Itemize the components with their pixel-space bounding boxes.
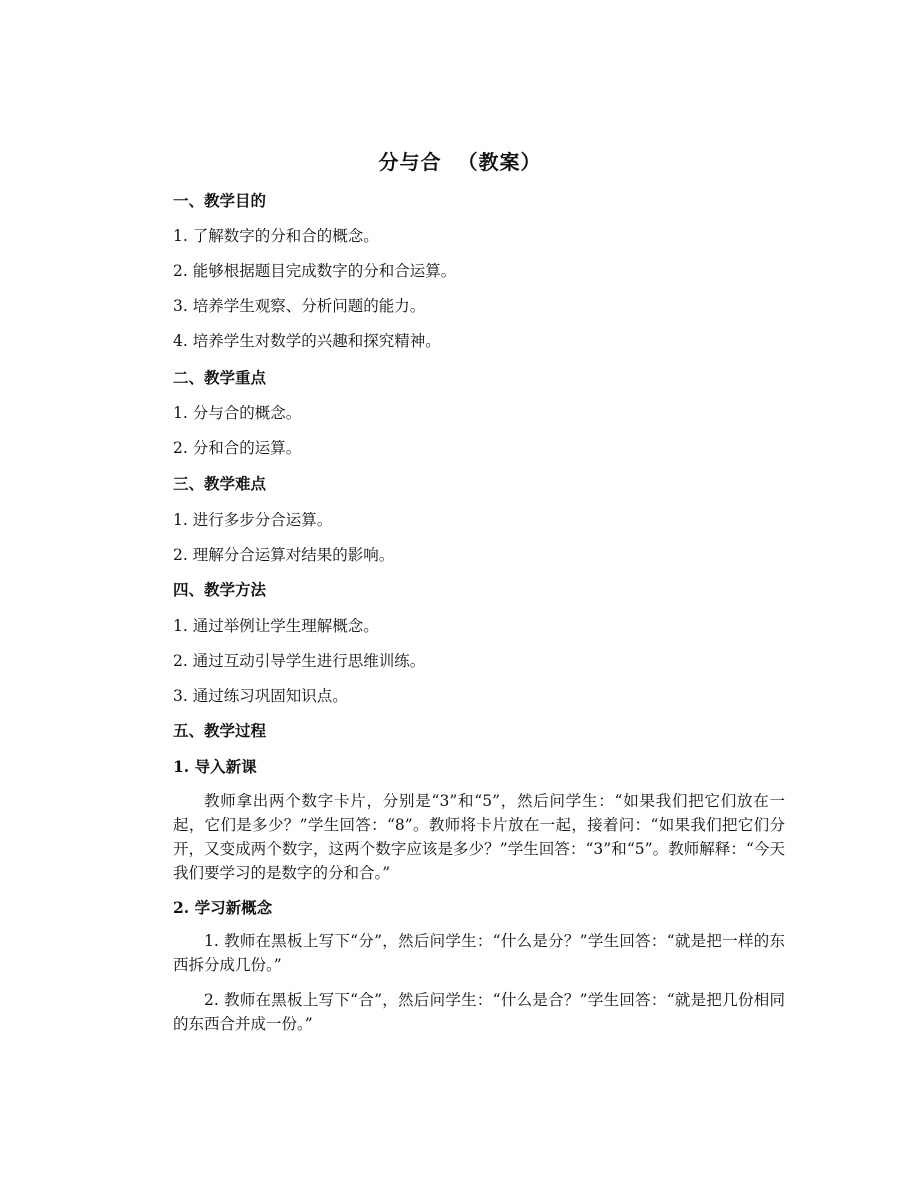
list-item: 2. 理解分合运算对结果的影响。 (173, 546, 395, 564)
document-title: 分与合 （教案） (378, 150, 542, 174)
list-item: 1. 进行多步分合运算。 (173, 511, 333, 529)
list-item: 4. 培养学生对数学的兴趣和探究精神。 (173, 332, 441, 350)
list-item: 1. 了解数字的分和合的概念。 (173, 227, 379, 245)
list-item: 3. 培养学生观察、分析问题的能力。 (173, 297, 426, 315)
paragraph-combine: 2. 教师在黑板上写下“合”，然后问学生：“什么是合？”学生回答：“就是把几份相同的东西合并成一份。” (173, 991, 785, 1033)
paragraph-divide: 1. 教师在黑板上写下“分”，然后问学生：“什么是分？”学生回答：“就是把一样的东西拆分成几份。” (173, 932, 785, 974)
section-heading-objectives: 一、教学目的 (173, 191, 267, 210)
list-item: 3. 通过练习巩固知识点。 (173, 687, 348, 705)
list-item: 2. 通过互动引导学生进行思维训练。 (173, 652, 426, 670)
subsection-heading-intro: 1. 导入新课 (173, 757, 257, 776)
list-item: 2. 分和合的运算。 (173, 439, 302, 457)
section-heading-process: 五、教学过程 (173, 721, 267, 740)
list-item: 2. 能够根据题目完成数字的分和合运算。 (173, 262, 457, 280)
list-item: 1. 分与合的概念。 (173, 404, 302, 422)
section-heading-methods: 四、教学方法 (173, 580, 267, 599)
section-heading-difficulties: 三、教学难点 (173, 474, 267, 493)
subsection-heading-new-concept: 2. 学习新概念 (173, 898, 273, 917)
section-heading-key-points: 二、教学重点 (173, 368, 267, 387)
list-item: 1. 通过举例让学生理解概念。 (173, 617, 379, 635)
paragraph-intro: 教师拿出两个数字卡片，分别是“3”和“5”，然后问学生：“如果我们把它们放在一起，它们是多少？”学生回答：“8”。教师将卡片放在一起，接着问：“如果我们把它们分开，又变成两个数字，这两个数字应该是多少？”学生回答：“3”和“5”。教师解释：“今天我们要学习的是数字的分和合。” (173, 792, 785, 882)
